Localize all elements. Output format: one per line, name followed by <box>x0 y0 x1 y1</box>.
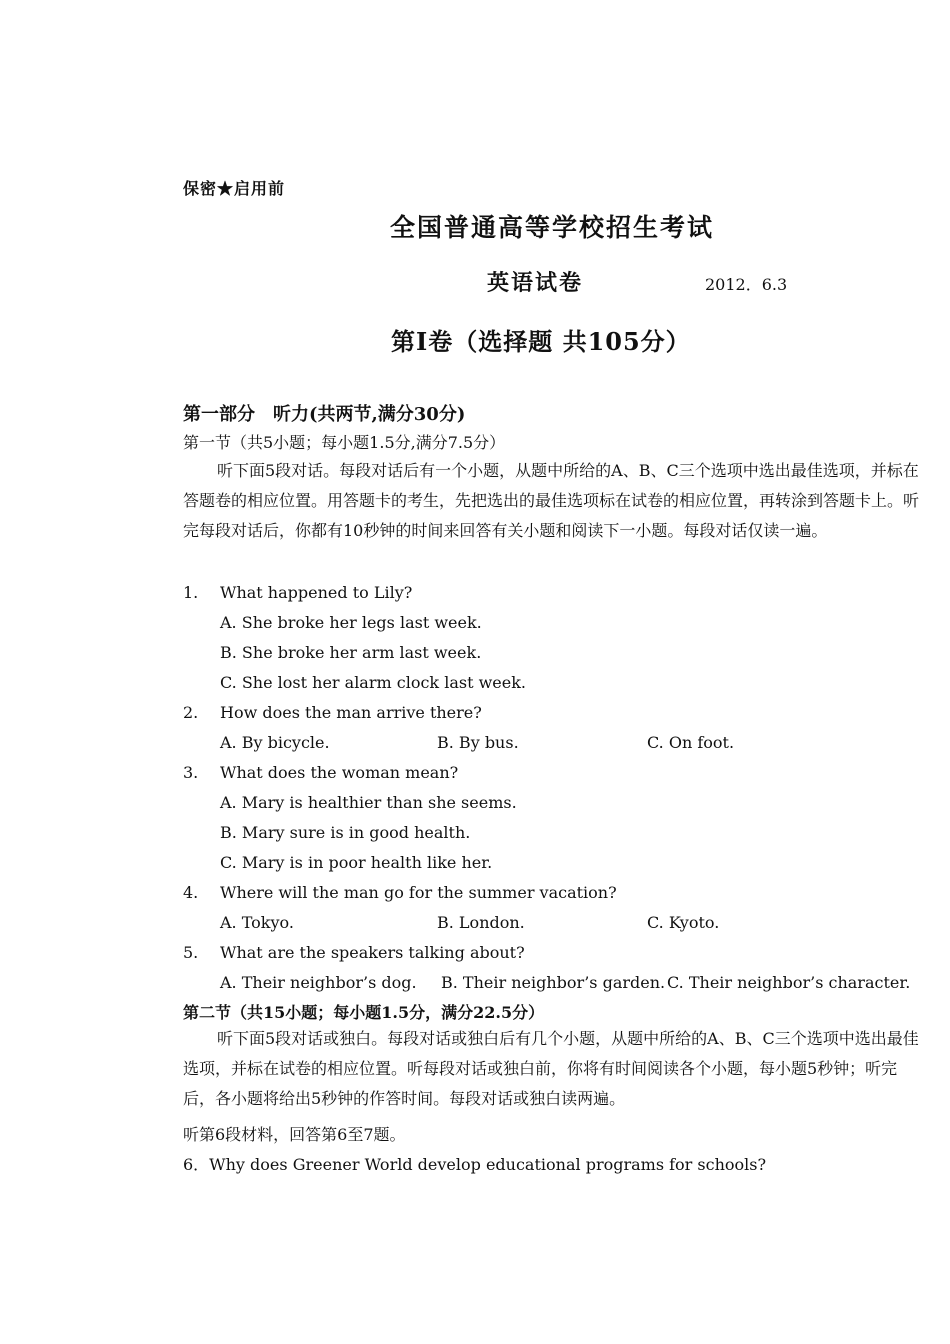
section2-instructions <box>183 1024 923 1114</box>
question-text: How does the man arrive there? <box>220 703 482 722</box>
option-c: C. Kyoto. <box>647 913 720 932</box>
option-b: B. By bus. <box>437 733 519 752</box>
question-text: What does the woman mean? <box>220 763 459 782</box>
option-c: C. Mary is in poor health like her. <box>220 853 493 872</box>
option-a: A. Their neighbor’s dog. <box>220 973 417 992</box>
section2-heading: 第二节（共15小题；每小题1.5分，满分22.5分） <box>183 1003 545 1022</box>
option-a: A. She broke her legs last week. <box>220 613 482 632</box>
option-a: A. Mary is healthier than she seems. <box>220 793 517 812</box>
option-a: A. By bicycle. <box>220 733 330 752</box>
section1-instructions <box>183 456 923 546</box>
subject-title: 英语试卷 <box>487 270 584 296</box>
section1-instructions-text: 听下面5段对话。每段对话后有一个小题，从题中所给的A、B、C三个选项中选出最佳选项，并标在答题卷的相应位置。用答题卡的考生，先把选出的最佳选项标在试卷的相应位置，再转涂到答题卡上。听完每段对话后，你都有10秒钟的时间来回答有关小题和阅读下一小题。每段对话仅读一遍。 <box>183 461 920 540</box>
question-number: 5. <box>183 943 199 962</box>
option-b: B. London. <box>437 913 525 932</box>
question-number: 2. <box>183 703 199 722</box>
option-a: A. Tokyo. <box>220 913 294 932</box>
question-text: What are the speakers talking about? <box>220 943 525 962</box>
section2-instructions-text: 听下面5段对话或独白。每段对话或独白后有几个小题，从题中所给的A、B、C三个选项中选出最佳选项，并标在试卷的相应位置。听每段对话或独白前，你将有时间阅读各个小题，每小题5秒钟；听完后，各小题将给出5秒钟的作答时间。每段对话或独白读两遍。 <box>183 1029 919 1108</box>
question-number: 4. <box>183 883 199 902</box>
option-b: B. Their neighbor’s garden. <box>441 973 666 992</box>
option-c: C. She lost her alarm clock last week. <box>220 673 526 692</box>
exam-title: 全国普通高等学校招生考试 <box>389 213 714 242</box>
question-text: Where will the man go for the summer vacation? <box>220 883 617 902</box>
question-text: What happened to Lily? <box>220 583 413 602</box>
volume-title: 第Ⅰ卷（选择题 共105分） <box>391 327 691 356</box>
question-number: 1. <box>183 583 199 602</box>
option-c: C. Their neighbor’s character. <box>667 973 911 992</box>
section1-heading: 第一节（共5小题；每小题1.5分,满分7.5分） <box>183 433 506 452</box>
exam-date: 2012．6.3 <box>705 275 788 294</box>
option-c: C. On foot. <box>647 733 735 752</box>
option-b: B. She broke her arm last week. <box>220 643 482 662</box>
option-b: B. Mary sure is in good health. <box>220 823 471 842</box>
listen-material-6: 听第6段材料，回答第6至7题。 <box>183 1125 406 1144</box>
question-number: 3. <box>183 763 199 782</box>
confidential-label: 保密★启用前 <box>183 179 286 198</box>
question-6: 6．Why does Greener World develop educational programs for schools? <box>183 1155 767 1174</box>
part1-title: 第一部分 听力(共两节,满分30分) <box>183 404 466 425</box>
